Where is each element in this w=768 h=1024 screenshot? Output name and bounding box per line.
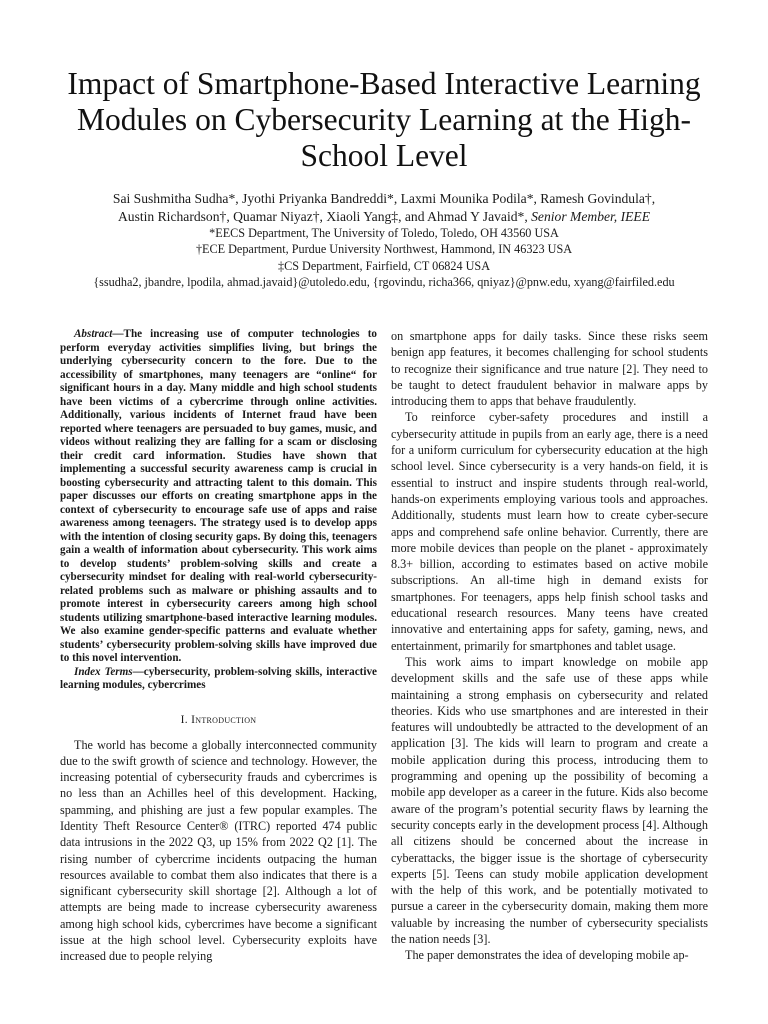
- intro-paragraph-2: To reinforce cyber-safety procedures and instill a cybersecurity attitude in pupils from an early age, there is a need for a uniform curriculum for cybersecurity education at the high school level. Since cybersecurity is a very hands-on field, it is essential to instruct and inspire students through real-world, hands-on experiments employing various tools and approaches. Additionally, students must learn how to create cyber-secure apps and comprehend safe online behavior. Currently, there are more mobile devices than people on the planet - approximately 8.3+ billion, according to estimates based on active mobile subscriptions. An all-time high in demand exists for smartphones. For teenagers, apps help finish school tasks and educational research resources. Many teens have created innovative and entertaining apps for safety, gaming, news, and entertainment, primarily for smartphones and tablet usage.: [391, 410, 708, 653]
- affiliation-purdue: †ECE Department, Purdue University Northwest, Hammond, IN 46323 USA: [195, 242, 573, 257]
- section-title: Introduction: [191, 713, 257, 726]
- paper-title: Impact of Smartphone-Based Interactive Learning Modules on Cybersecurity Learning at the High-School Level: [67, 66, 701, 173]
- authors-line-2-names: Austin Richardson†, Quamar Niyaz†, Xiaoli Yang‡, and Ahmad Y Javaid*,: [117, 209, 528, 224]
- abstract-label: Abstract: [74, 328, 113, 340]
- index-terms-text: —cybersecurity, problem-solving skills, interactive learning modules, cybercrimes: [60, 665, 377, 691]
- affiliations: [30, 225, 738, 290]
- index-terms: [60, 666, 377, 693]
- left-column: [60, 328, 377, 965]
- affiliation-fairfield: ‡CS Department, Fairfield, CT 06824 USA: [277, 258, 491, 273]
- author-emails: {ssudha2, jbandre, lpodila, ahmad.javaid}@utoledo.edu, {rgovindu, richa366, qniyaz}@pnw.edu, xyang@fairfiled.edu: [93, 274, 675, 289]
- abstract: [60, 328, 377, 666]
- affiliation-toledo: *EECS Department, The University of Toledo, Toledo, OH 43560 USA: [209, 226, 559, 240]
- section-heading-introduction: [60, 713, 377, 727]
- author-list: [40, 190, 728, 226]
- abstract-text: —The increasing use of computer technologies to perform everyday activities simplifies living, but brings the underlying cybersecurity concern to the fore. Due to the accessibility of smartphones, many teenagers are “online“ for significant hours in a day. Many middle and high school students have been victims of a cybercrime through online activities. Additionally, various incidents of Internet fraud have been reported where teenagers are persuaded to buy games, music, and videos without realizing they are falling for a scam or disclosing their credit card information. Studies have shown that implementing a successful security awareness camp is crucial in boosting cybersecurity and attracting talent to this domain. This paper discusses our efforts on creating smartphone apps in the context of cybersecurity to encourage safe use of apps and raise awareness among teenagers. The strategy used is to develop apps with the intention of closing security gaps. By doing this, teenagers gain a wealth of information about cybersecurity. This work aims to develop students’ problem-solving skills and create a cybersecurity mindset for dealing with real-world cybersecurity-related problems such as malware or phishing assaults and to promote interest in cybersecurity careers among high school students utilizing smartphone-based interactive learning modules. We also examine gender-specific patterns and evaluate whether students’ cybersecurity problem-solving skills have improved due to this novel intervention.: [60, 328, 377, 664]
- right-column: [391, 328, 708, 964]
- intro-paragraph-4: The paper demonstrates the idea of developing mobile ap-: [405, 948, 689, 963]
- section-number: I.: [180, 713, 188, 726]
- intro-paragraph-3: This work aims to impart knowledge on mobile app development skills and the safe use of these apps while maintaining a strong emphasis on cybersecurity and related theories. Kids who use smartphones and are interested in their features will undoubtedly be attracted to the development of an application [3]. The kids will learn to program and create a mobile application during this process, introducing them to programming and opening up the possibility of becoming a mobile app developer as a career in the future. Kids also become aware of the program’s potential security flaws by learning the security concepts early in the development process [4]. Although all citizens should be concerned about the increase in cyberattacks, the bigger issue is the shortage of cybersecurity experts [5]. Teens can study mobile application development with the help of this work, and be potentially motivated to pursue a career in the cybersecurity domain, making them more valuable by increasing the number of cybersecurity specialists the nation needs [3].: [391, 654, 708, 946]
- author-role: Senior Member, IEEE: [531, 209, 651, 224]
- intro-paragraph-1-continued: on smartphone apps for daily tasks. Since these risks seem benign app features, it becomes challenging for school students to recognize their significance and true nature [2]. They need to be taught to detect fraudulent behavior in malware apps by introducing them to apps that behave fraudulently.: [391, 329, 708, 409]
- index-terms-label: Index Terms: [74, 665, 133, 678]
- intro-paragraph-1: The world has become a globally interconnected community due to the swift growth of science and technology. However, the increasing potential of cybersecurity frauds and cybercrimes is no less than an Achilles heel of this development. Hacking, spamming, and phishing are just a few popular examples. The Identity Theft Resource Center® (ITRC) reported 474 public data intrusions in the 2022 Q3, up 15% from 2022 Q2 [1]. The rising number of cybercrime incidents outpacing the human resources available to combat them also indicates that there is a significant cybersecurity skill shortage [2]. Although a lot of attempts are being made to increase cybersecurity awareness among high school kids, cybercrimes have become a significant issue at the high school level. Cybersecurity exploits have increased due to people relying: [60, 737, 377, 964]
- authors-line-1: Sai Sushmitha Sudha*, Jyothi Priyanka Bandreddi*, Laxmi Mounika Podila*, Ramesh Govindula†,: [112, 191, 656, 206]
- authors-line-2: [40, 208, 728, 226]
